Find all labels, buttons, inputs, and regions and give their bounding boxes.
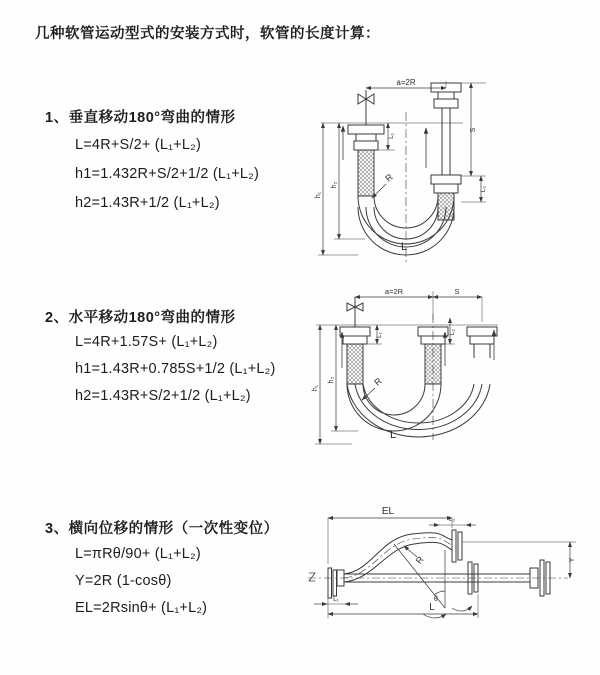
valve-icon <box>347 297 363 327</box>
centerline-mark <box>309 573 315 581</box>
section-2-formula-h1: h1=1.43R+0.785S+1/2 (L₁+L₂) <box>75 361 276 377</box>
right-pipe-fitting <box>467 327 497 358</box>
section-1-heading: 1、垂直移动180°弯曲的情形 <box>45 110 236 126</box>
braided-hose-section <box>438 193 454 220</box>
section-2-formula-L: L=4R+1.57S+ (L₁+L₂) <box>75 334 218 350</box>
hose-s-curve <box>344 533 452 582</box>
dim-label-s: S <box>470 127 477 133</box>
valve-icon <box>358 90 374 125</box>
dim-label-h1: h₁ <box>312 384 319 392</box>
dim-label-h2: h₂ <box>328 376 335 384</box>
length-label: L <box>389 429 397 441</box>
radius-leader <box>404 546 417 557</box>
dim-label-s: S <box>454 287 460 296</box>
section-1-formula-h2: h2=1.43R+1/2 (L₁+L₂) <box>75 195 220 211</box>
section-2-formula-h2: h2=1.43R+S/2+1/2 (L₁+L₂) <box>75 388 251 404</box>
left-flange <box>328 568 344 598</box>
length-label: L <box>429 602 435 613</box>
dim-label-l1: L₁ <box>388 133 395 139</box>
dim-label-a2r: a=2R <box>384 287 404 296</box>
page-title: 几种软管运动型式的安装方式时，软管的长度计算： <box>35 26 380 42</box>
left-pipe-fitting <box>340 327 370 384</box>
dim-label-y: Y <box>569 557 576 563</box>
dim-label-a2r: a=2R <box>396 78 416 87</box>
section-3-formula-Y: Y=2R (1-cosθ) <box>75 573 172 589</box>
right-pipe-fitting <box>431 83 461 220</box>
hose-u-arcs <box>347 384 490 437</box>
section-1-formula-h1: h1=1.432R+S/2+1/2 (L₁+L₂) <box>75 166 260 182</box>
left-pipe-fitting <box>348 125 384 196</box>
section-2-heading: 2、水平移动180°弯曲的情形 <box>45 310 236 326</box>
dim-label-h2: h₂ <box>331 181 338 189</box>
radius-label: R <box>383 171 395 184</box>
diagram-vertical-movement <box>313 70 568 265</box>
dim-label-el: EL <box>381 506 395 517</box>
section-3-formula-L: L=πRθ/90+ (L₁+L₂) <box>75 546 201 562</box>
section-3-heading: 3、横向位移的情形（一次性变位） <box>45 521 279 537</box>
radius-label: R <box>372 375 384 388</box>
braided-hose-section <box>358 150 374 196</box>
dim-label-l2: L₂ <box>448 516 456 523</box>
diagram-lateral-displacement <box>300 498 595 653</box>
dim-label-l1: L₁ <box>376 332 383 338</box>
dim-label-l2: L₂ <box>480 185 487 193</box>
braided-hose-section <box>347 344 363 384</box>
angle-label: θ <box>434 596 438 603</box>
radius-label: R <box>413 554 426 566</box>
diagram-horizontal-movement <box>310 280 600 460</box>
section-1-formula-L: L=4R+S/2+ (L₁+L₂) <box>75 137 201 153</box>
section-3-formula-EL: EL=2Rsinθ+ (L₁+L₂) <box>75 600 208 616</box>
length-label: L <box>400 241 408 253</box>
upper-flange <box>452 530 462 562</box>
dim-label-h1: h₁ <box>315 191 322 199</box>
dim-label-l1: L₁ <box>333 596 339 603</box>
dim-label-l2: L₂ <box>449 328 456 336</box>
